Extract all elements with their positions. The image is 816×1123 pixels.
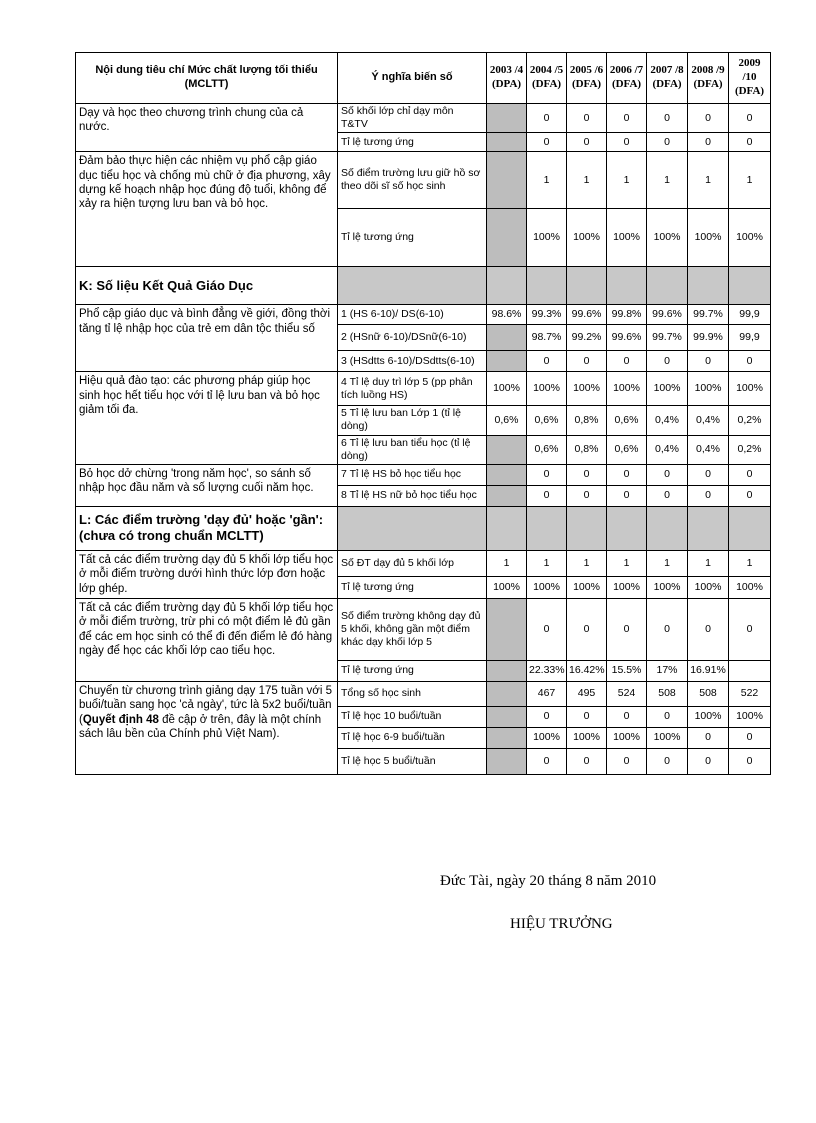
meaning-cell: Tỉ lệ tương ứng bbox=[338, 660, 487, 681]
value-cell: 99.3% bbox=[527, 305, 567, 325]
year-source: (DFA) bbox=[693, 78, 723, 90]
value-cell bbox=[487, 152, 527, 209]
value-cell: 1 bbox=[729, 152, 771, 209]
value-cell: 100% bbox=[729, 576, 771, 598]
value-cell: 0 bbox=[607, 133, 647, 152]
value-cell: 0 bbox=[688, 351, 729, 372]
year-label: 2009 /10 bbox=[738, 57, 761, 84]
section-filler bbox=[607, 506, 647, 550]
value-cell: 0 bbox=[567, 133, 607, 152]
section-filler bbox=[567, 267, 607, 305]
meaning-cell: Tỉ lệ học 5 buổi/tuần bbox=[338, 748, 487, 774]
criteria-text: đề cập ở trên, đây là một chính sách lâu bền của Chính phủ Việt Nam). bbox=[79, 713, 322, 740]
value-cell: 17% bbox=[647, 660, 688, 681]
value-cell: 100% bbox=[647, 209, 688, 267]
value-cell: 1 bbox=[567, 152, 607, 209]
year-source: (DFA) bbox=[571, 78, 602, 90]
value-cell: 0 bbox=[527, 464, 567, 485]
value-cell: 1 bbox=[487, 550, 527, 576]
value-cell: 0 bbox=[607, 748, 647, 774]
value-cell bbox=[487, 104, 527, 133]
year-header bbox=[527, 53, 567, 104]
value-cell: 100% bbox=[607, 209, 647, 267]
value-cell: 1 bbox=[527, 152, 567, 209]
table-body bbox=[76, 104, 771, 775]
value-cell: 0 bbox=[729, 351, 771, 372]
value-cell: 0 bbox=[647, 485, 688, 506]
year-source: (DFA) bbox=[652, 78, 682, 90]
section-filler bbox=[338, 267, 487, 305]
value-cell: 1 bbox=[567, 550, 607, 576]
value-cell: 1 bbox=[729, 550, 771, 576]
section-filler bbox=[527, 267, 567, 305]
value-cell: 22.33% bbox=[527, 660, 567, 681]
value-cell: 0 bbox=[527, 706, 567, 727]
value-cell: 0 bbox=[729, 598, 771, 660]
meaning-cell: Số khối lớp chỉ dạy môn T&TV bbox=[338, 104, 487, 133]
value-cell: 508 bbox=[647, 681, 688, 706]
section-filler bbox=[487, 506, 527, 550]
value-cell: 16.91% bbox=[688, 660, 729, 681]
criteria-text: Chuyển từ chương trình giảng dạy 175 tuần với 5 buổi/tuần sang học 'cả ngày', tức là 5x2 buổi/tuần ( bbox=[79, 684, 332, 726]
value-cell bbox=[487, 435, 527, 464]
value-cell: 100% bbox=[688, 576, 729, 598]
meaning-cell: Tỉ lệ tương ứng bbox=[338, 209, 487, 267]
header-row bbox=[76, 53, 771, 104]
section-filler bbox=[647, 506, 688, 550]
section-header-row bbox=[76, 506, 771, 550]
value-cell: 0 bbox=[567, 598, 607, 660]
value-cell bbox=[487, 748, 527, 774]
meaning-cell: 1 (HS 6-10)/ DS(6-10) bbox=[338, 305, 487, 325]
meaning-cell: Tỉ lệ học 10 buổi/tuần bbox=[338, 706, 487, 727]
value-cell: 99,9 bbox=[729, 325, 771, 351]
table-row bbox=[76, 305, 771, 325]
value-cell: 99.6% bbox=[607, 325, 647, 351]
criteria-cell: Tất cả các điểm trường dạy đủ 5 khối lớp tiểu học ở mỗi điểm trường dưới hình thức lớp đơn hoặc lớp ghép. bbox=[76, 550, 338, 598]
value-cell: 0,2% bbox=[729, 406, 771, 435]
year-source: (DFA) bbox=[531, 78, 562, 90]
section-header-row bbox=[76, 267, 771, 305]
value-cell: 100% bbox=[729, 372, 771, 406]
value-cell: 0 bbox=[688, 485, 729, 506]
value-cell bbox=[487, 681, 527, 706]
value-cell bbox=[487, 727, 527, 748]
criteria-cell: Hiệu quả đào tạo: các phương pháp giúp học sinh học hết tiểu học với tỉ lệ lưu ban và bỏ học giảm tối đa. bbox=[76, 372, 338, 465]
year-header bbox=[647, 53, 688, 104]
value-cell: 0 bbox=[688, 464, 729, 485]
value-cell: 0,4% bbox=[688, 435, 729, 464]
value-cell: 99.2% bbox=[567, 325, 607, 351]
value-cell: 0 bbox=[527, 485, 567, 506]
value-cell: 0 bbox=[647, 706, 688, 727]
value-cell: 0 bbox=[527, 104, 567, 133]
value-cell bbox=[487, 485, 527, 506]
meaning-cell: Tỉ lệ tương ứng bbox=[338, 576, 487, 598]
value-cell: 0,4% bbox=[647, 435, 688, 464]
meaning-cell: 8 Tỉ lệ HS nữ bỏ học tiểu học bbox=[338, 485, 487, 506]
year-header bbox=[729, 53, 771, 104]
value-cell: 1 bbox=[607, 550, 647, 576]
meaning-cell: Số ĐT dạy đủ 5 khối lớp bbox=[338, 550, 487, 576]
meaning-cell: Tổng số học sinh bbox=[338, 681, 487, 706]
value-cell: 0,6% bbox=[607, 435, 647, 464]
value-cell: 0 bbox=[607, 598, 647, 660]
value-cell: 0 bbox=[729, 133, 771, 152]
signature-date: Đức Tài, ngày 20 tháng 8 năm 2010 bbox=[440, 873, 657, 889]
value-cell: 15.5% bbox=[607, 660, 647, 681]
year-header bbox=[567, 53, 607, 104]
section-filler bbox=[729, 267, 771, 305]
value-cell: 100% bbox=[729, 209, 771, 267]
value-cell bbox=[487, 325, 527, 351]
meaning-cell: 6 Tỉ lệ lưu ban tiểu học (tỉ lệ dòng) bbox=[338, 435, 487, 464]
value-cell: 495 bbox=[567, 681, 607, 706]
value-cell: 100% bbox=[688, 706, 729, 727]
value-cell: 99,9 bbox=[729, 305, 771, 325]
value-cell: 1 bbox=[688, 550, 729, 576]
value-cell: 100% bbox=[527, 209, 567, 267]
value-cell bbox=[487, 598, 527, 660]
value-cell: 100% bbox=[647, 576, 688, 598]
value-cell: 99.8% bbox=[607, 305, 647, 325]
value-cell: 100% bbox=[527, 372, 567, 406]
value-cell: 508 bbox=[688, 681, 729, 706]
meaning-cell: Tỉ lệ tương ứng bbox=[338, 133, 487, 152]
section-filler bbox=[487, 267, 527, 305]
value-cell: 1 bbox=[607, 152, 647, 209]
value-cell: 0,8% bbox=[567, 406, 607, 435]
value-cell bbox=[487, 133, 527, 152]
value-cell: 99.6% bbox=[567, 305, 607, 325]
value-cell: 0 bbox=[567, 464, 607, 485]
meaning-cell: 4 Tỉ lệ duy trì lớp 5 (pp phân tích luồng HS) bbox=[338, 372, 487, 406]
value-cell: 100% bbox=[567, 576, 607, 598]
value-cell bbox=[487, 351, 527, 372]
section-filler bbox=[647, 267, 688, 305]
meaning-cell: Tỉ lệ học 6-9 buổi/tuần bbox=[338, 727, 487, 748]
value-cell: 0 bbox=[527, 598, 567, 660]
value-cell: 0 bbox=[567, 485, 607, 506]
value-cell: 100% bbox=[527, 727, 567, 748]
criteria-header: Nội dung tiêu chí Mức chất lượng tối thiểu (MCLTT) bbox=[76, 53, 338, 104]
section-filler bbox=[688, 267, 729, 305]
table-row bbox=[76, 550, 771, 576]
value-cell: 0 bbox=[729, 748, 771, 774]
table-row bbox=[76, 681, 771, 706]
value-cell: 0,4% bbox=[647, 406, 688, 435]
meaning-cell: 7 Tỉ lệ HS bỏ học tiểu học bbox=[338, 464, 487, 485]
value-cell: 467 bbox=[527, 681, 567, 706]
value-cell: 0 bbox=[567, 706, 607, 727]
value-cell: 0 bbox=[527, 748, 567, 774]
value-cell: 0,8% bbox=[567, 435, 607, 464]
value-cell: 100% bbox=[567, 727, 607, 748]
criteria-cell: Bỏ học dở chừng 'trong năm học', so sánh số nhập học đầu năm và số lượng cuối năm học. bbox=[76, 464, 338, 506]
value-cell: 0 bbox=[688, 727, 729, 748]
year-source: (DFA) bbox=[611, 78, 642, 90]
year-header bbox=[688, 53, 729, 104]
meaning-cell: 5 Tỉ lệ lưu ban Lớp 1 (tỉ lệ dòng) bbox=[338, 406, 487, 435]
value-cell: 0 bbox=[647, 464, 688, 485]
criteria-cell: Tất cả các điểm trường dạy đủ 5 khối lớp tiểu học ở mỗi điểm trường, trừ phi có một điểm lẻ đủ gần để các em học sinh có thể đi đến điểm lẻ đó hàng ngày để học các khối lớp cao tiểu học. bbox=[76, 598, 338, 681]
value-cell: 100% bbox=[688, 372, 729, 406]
value-cell: 16.42% bbox=[567, 660, 607, 681]
year-source: (DFA) bbox=[734, 84, 765, 97]
value-cell: 98.7% bbox=[527, 325, 567, 351]
year-label: 2005 /6 bbox=[569, 64, 604, 77]
year-header bbox=[487, 53, 527, 104]
value-cell: 0 bbox=[607, 104, 647, 133]
value-cell: 100% bbox=[487, 576, 527, 598]
value-cell bbox=[487, 464, 527, 485]
value-cell: 99.7% bbox=[688, 305, 729, 325]
year-source: (DPA) bbox=[491, 78, 522, 90]
value-cell: 100% bbox=[607, 576, 647, 598]
value-cell: 0 bbox=[607, 351, 647, 372]
year-label: 2008 /9 bbox=[691, 64, 725, 77]
signature-title: HIỆU TRƯỞNG bbox=[510, 916, 613, 932]
criteria-cell: Đảm bảo thực hiện các nhiệm vụ phổ cập giáo dục tiểu học và chống mù chữ ở địa phương, xây dựng kế hoạch nhập học đúng độ tuổi, không để xảy ra hiện tượng lưu ban và bỏ học. bbox=[76, 152, 338, 267]
value-cell: 0,6% bbox=[527, 435, 567, 464]
value-cell bbox=[487, 209, 527, 267]
value-cell: 0,6% bbox=[607, 406, 647, 435]
value-cell: 0 bbox=[647, 104, 688, 133]
value-cell: 100% bbox=[688, 209, 729, 267]
value-cell: 0,2% bbox=[729, 435, 771, 464]
section-filler bbox=[688, 506, 729, 550]
year-label: 2006 /7 bbox=[609, 64, 644, 77]
value-cell: 0 bbox=[647, 748, 688, 774]
table-row bbox=[76, 104, 771, 133]
value-cell: 522 bbox=[729, 681, 771, 706]
value-cell: 0 bbox=[527, 351, 567, 372]
meaning-header: Ý nghĩa biến số bbox=[338, 53, 487, 104]
value-cell: 1 bbox=[647, 152, 688, 209]
year-label: 2007 /8 bbox=[650, 64, 684, 77]
value-cell: 0,6% bbox=[487, 406, 527, 435]
value-cell: 100% bbox=[567, 372, 607, 406]
value-cell: 0 bbox=[688, 748, 729, 774]
criteria-cell: Phổ cập giáo dục và bình đẳng về giới, đồng thời tăng tỉ lệ nhập học của trẻ em dân tộc thiểu số bbox=[76, 305, 338, 372]
value-cell: 0 bbox=[607, 706, 647, 727]
value-cell: 99.6% bbox=[647, 305, 688, 325]
value-cell: 0 bbox=[729, 464, 771, 485]
value-cell bbox=[487, 660, 527, 681]
criteria-bold-text: Quyết định 48 bbox=[82, 713, 159, 726]
value-cell: 99.7% bbox=[647, 325, 688, 351]
meaning-cell: 3 (HSdtts 6-10)/DSdtts(6-10) bbox=[338, 351, 487, 372]
table-row bbox=[76, 598, 771, 660]
value-cell: 1 bbox=[688, 152, 729, 209]
value-cell: 0,4% bbox=[688, 406, 729, 435]
value-cell: 0 bbox=[607, 485, 647, 506]
section-filler bbox=[527, 506, 567, 550]
criteria-cell: Dạy và học theo chương trình chung của cả nước. bbox=[76, 104, 338, 152]
meaning-cell: Số điểm trường lưu giữ hồ sơ theo dõi sĩ số học sinh bbox=[338, 152, 487, 209]
value-cell: 100% bbox=[647, 372, 688, 406]
section-title: K: Số liệu Kết Quả Giáo Dục bbox=[76, 267, 338, 305]
meaning-cell: 2 (HSnữ 6-10)/DSnữ(6-10) bbox=[338, 325, 487, 351]
value-cell: 0 bbox=[567, 748, 607, 774]
value-cell: 0 bbox=[567, 104, 607, 133]
section-filler bbox=[607, 267, 647, 305]
value-cell: 0 bbox=[729, 727, 771, 748]
value-cell: 100% bbox=[567, 209, 607, 267]
year-label: 2003 /4 bbox=[489, 64, 524, 77]
value-cell: 0 bbox=[688, 133, 729, 152]
section-filler bbox=[338, 506, 487, 550]
year-label: 2004 /5 bbox=[529, 64, 564, 77]
value-cell: 0 bbox=[567, 351, 607, 372]
mcltt-table bbox=[75, 52, 771, 775]
value-cell: 0 bbox=[647, 133, 688, 152]
value-cell: 0 bbox=[729, 485, 771, 506]
year-header bbox=[607, 53, 647, 104]
value-cell: 0 bbox=[607, 464, 647, 485]
table-row bbox=[76, 152, 771, 209]
value-cell: 0 bbox=[647, 351, 688, 372]
section-filler bbox=[729, 506, 771, 550]
section-filler bbox=[567, 506, 607, 550]
value-cell: 524 bbox=[607, 681, 647, 706]
value-cell bbox=[487, 706, 527, 727]
value-cell: 100% bbox=[647, 727, 688, 748]
table-row bbox=[76, 372, 771, 406]
value-cell: 0 bbox=[647, 598, 688, 660]
value-cell: 99.9% bbox=[688, 325, 729, 351]
value-cell: 0 bbox=[527, 133, 567, 152]
value-cell: 98.6% bbox=[487, 305, 527, 325]
section-title: L: Các điểm trường 'dạy đủ' hoặc 'gần': (chưa có trong chuẩn MCLTT) bbox=[76, 506, 338, 550]
value-cell: 1 bbox=[647, 550, 688, 576]
value-cell: 0 bbox=[688, 598, 729, 660]
value-cell: 100% bbox=[729, 706, 771, 727]
value-cell: 100% bbox=[487, 372, 527, 406]
value-cell: 100% bbox=[527, 576, 567, 598]
value-cell: 0 bbox=[688, 104, 729, 133]
value-cell: 1 bbox=[527, 550, 567, 576]
criteria-cell bbox=[76, 681, 338, 774]
value-cell: 100% bbox=[607, 372, 647, 406]
value-cell: 0 bbox=[729, 104, 771, 133]
value-cell bbox=[729, 660, 771, 681]
value-cell: 100% bbox=[607, 727, 647, 748]
table-row bbox=[76, 464, 771, 485]
meaning-cell: Số điểm trường không dạy đủ 5 khối, không gần một điểm khác dạy khối lớp 5 bbox=[338, 598, 487, 660]
value-cell: 0,6% bbox=[527, 406, 567, 435]
